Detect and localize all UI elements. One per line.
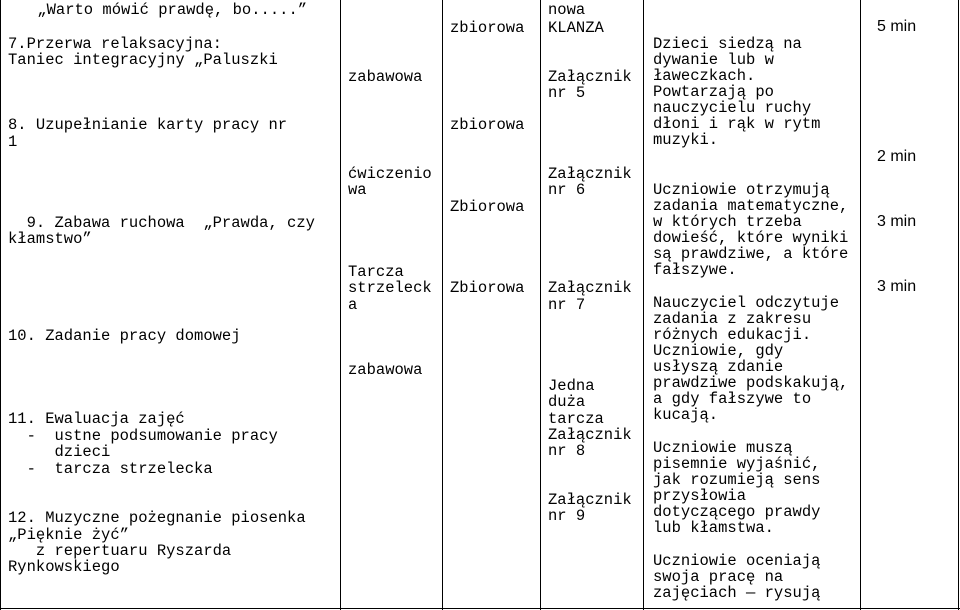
method-cell: a (348, 296, 358, 314)
description-line: pisemnie wyjaśnić, (653, 455, 821, 473)
material-cell: nowa (548, 1, 586, 19)
table-divider-5 (860, 0, 861, 610)
description-line: ławeczkach. (653, 67, 756, 85)
attachment-6: Załącznik (548, 165, 632, 183)
stage-12-text: z repertuaru Ryszarda (8, 542, 232, 560)
stage-7-text: Taniec integracyjny „Paluszki (8, 51, 278, 69)
description-line: kucają. (653, 406, 719, 424)
description-line: swoja pracę na (653, 568, 784, 586)
table-divider-4 (643, 0, 644, 610)
attachment-5: Załącznik (548, 68, 632, 86)
stage-9-text: kłamstwo” (8, 230, 92, 248)
stage-8-text: 1 (8, 133, 18, 151)
description-line: dywanie lub w (653, 51, 774, 69)
form-cell: zbiorowa (450, 116, 525, 134)
stage-8-title: 8. Uzupełnianie karty pracy nr (8, 116, 288, 134)
description-line: w których trzeba (653, 213, 802, 231)
description-line: muzyki. (653, 131, 719, 149)
table-border-bottom (0, 608, 960, 609)
table-border-right (958, 0, 959, 610)
attachment-5-nr: nr 5 (548, 84, 586, 102)
stage-11-bullet-1-cont: dzieci (8, 443, 111, 461)
attachment-6-nr: nr 6 (548, 181, 586, 199)
description-line: fałszywe. (653, 261, 737, 279)
stage-line: „Warto mówić prawdę, bo.....” (28, 1, 308, 19)
stage-7-title: 7.Przerwa relaksacyjna: (8, 35, 222, 53)
attachment-8-nr: nr 8 (548, 442, 586, 460)
description-line: zadania z zakresu (653, 310, 812, 328)
form-cell: Zbiorowa (450, 198, 525, 216)
material-cell: Jedna (548, 377, 595, 395)
method-cell: zabawowa (348, 68, 423, 86)
method-cell: wa (348, 181, 367, 199)
method-cell: strzeleck (348, 279, 432, 297)
time-cell: 2 min (877, 148, 917, 165)
description-line: lub kłamstwa. (653, 519, 774, 537)
form-cell: zbiorowa (450, 19, 525, 37)
time-cell: 3 min (877, 213, 917, 230)
stage-11-bullet-1: - ustne podsumowanie pracy (8, 427, 278, 445)
description-line: zadania matematyczne, (653, 197, 849, 215)
table-divider-2 (442, 0, 443, 610)
method-cell: ćwiczenio (348, 165, 432, 183)
description-line: Uczniowie muszą (653, 439, 793, 457)
attachment-9: Załącznik (548, 491, 632, 509)
description-line: różnych edukacji. (653, 326, 812, 344)
stage-9-title: 9. Zabawa ruchowa „Prawda, czy (8, 214, 315, 232)
attachment-7: Załącznik (548, 279, 632, 297)
form-cell: Zbiorowa (450, 279, 525, 297)
method-cell: Tarcza (348, 263, 404, 281)
description-line: dowieść, które wyniki (653, 229, 849, 247)
material-cell: tarcza (548, 410, 604, 428)
table-divider-3 (540, 0, 541, 610)
description-line: nauczycielu ruchy (653, 99, 812, 117)
description-line: Uczniowie oceniają (653, 552, 821, 570)
stage-12-title: 12. Muzyczne pożegnanie piosenka (8, 509, 306, 527)
description-line: a gdy fałszywe to (653, 390, 812, 408)
material-cell: duża (548, 393, 586, 411)
description-line: Uczniowie otrzymują (653, 181, 830, 199)
table-border-left (0, 0, 1, 610)
attachment-8: Załącznik (548, 426, 632, 444)
stage-12-song: „Pięknie żyć” (8, 526, 129, 544)
description-line: Uczniowie, gdy (653, 342, 784, 360)
stage-11-bullet-2: - tarcza strzelecka (8, 460, 213, 478)
description-line: jak rozumieją sens (653, 471, 821, 489)
time-cell: 3 min (877, 278, 917, 295)
description-line: usłyszą zdanie (653, 358, 784, 376)
description-line: są prawdziwe, a które (653, 245, 849, 263)
description-line: zajęciach — rysują (653, 584, 821, 602)
description-line: Nauczyciel odczytuje (653, 294, 840, 312)
method-cell: zabawowa (348, 361, 423, 379)
description-line: dłoni i rąk w rytm (653, 115, 821, 133)
description-line: prawdziwe podskakują, (653, 374, 849, 392)
material-cell: KLANZA (548, 19, 604, 37)
stage-12-text-cont: Rynkowskiego (8, 558, 120, 576)
stage-11-title: 11. Ewaluacja zajęć (8, 410, 185, 428)
description-line: dotyczącego prawdy (653, 503, 821, 521)
description-line: Powtarzają po (653, 83, 774, 101)
attachment-7-nr: nr 7 (548, 296, 586, 314)
attachment-9-nr: nr 9 (548, 507, 586, 525)
time-cell: 5 min (877, 18, 917, 35)
description-line: przysłowia (653, 487, 747, 505)
description-line: Dzieci siedzą na (653, 35, 802, 53)
stage-10-title: 10. Zadanie pracy domowej (8, 327, 241, 345)
table-divider-1 (340, 0, 341, 610)
